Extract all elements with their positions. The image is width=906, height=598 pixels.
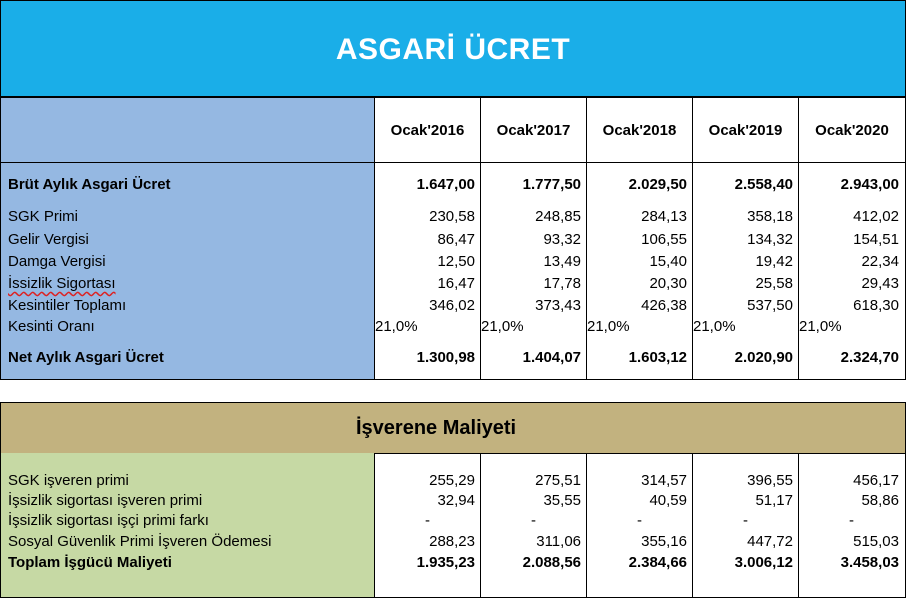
deduction-label-income-tax: Gelir Vergisi bbox=[8, 231, 89, 248]
deduction-label-rate: Kesinti Oranı bbox=[8, 318, 95, 335]
total-labor-cost-value: 2.384,66 bbox=[628, 554, 687, 571]
employer-dash-value: - bbox=[849, 512, 854, 529]
deduction-value: 19,42 bbox=[755, 253, 793, 270]
deduction-label-total: Kesintiler Toplamı bbox=[8, 297, 127, 314]
employer-value: 311,06 bbox=[536, 533, 581, 550]
deduction-value: 20,30 bbox=[649, 275, 687, 292]
deduction-value: 13,49 bbox=[543, 253, 581, 270]
total-labor-cost-label: Toplam İşgücü Maliyeti bbox=[8, 554, 172, 571]
deduction-value: 412,02 bbox=[853, 208, 899, 225]
data-column-2019 bbox=[692, 162, 799, 380]
employer-value: 355,16 bbox=[641, 533, 687, 550]
year-header-2016: Ocak'2016 bbox=[374, 97, 481, 163]
deduction-value: 16,47 bbox=[437, 275, 475, 292]
year-header-2020: Ocak'2020 bbox=[798, 97, 906, 163]
employer-label-unemployment: İşsizlik sigortası işveren primi bbox=[8, 492, 203, 509]
deduction-value: 29,43 bbox=[861, 275, 899, 292]
gross-value: 1.647,00 bbox=[416, 176, 475, 193]
deduction-rate-value: 21,0% bbox=[481, 318, 524, 335]
deduction-value: 17,78 bbox=[543, 275, 581, 292]
employer-dash-value: - bbox=[743, 512, 748, 529]
employer-value: 275,51 bbox=[535, 472, 581, 489]
employer-value: 396,55 bbox=[747, 472, 793, 489]
net-label: Net Aylık Asgari Ücret bbox=[8, 349, 164, 366]
employer-dash-value: - bbox=[531, 512, 536, 529]
employer-value: 40,59 bbox=[649, 492, 687, 509]
deduction-value: 25,58 bbox=[755, 275, 793, 292]
total-labor-cost-value: 3.006,12 bbox=[734, 554, 793, 571]
employer-value: 32,94 bbox=[437, 492, 475, 509]
employer-dash-value: - bbox=[425, 512, 430, 529]
year-header-2019: Ocak'2019 bbox=[692, 97, 799, 163]
deduction-value: 86,47 bbox=[437, 231, 475, 248]
year-header-2018: Ocak'2018 bbox=[586, 97, 693, 163]
employer-value: 51,17 bbox=[755, 492, 793, 509]
header-label-cell bbox=[0, 97, 375, 163]
deduction-value: 12,50 bbox=[437, 253, 475, 270]
deduction-rate-value: 21,0% bbox=[799, 318, 842, 335]
employer-section-title: İşverene Maliyeti bbox=[356, 417, 517, 439]
year-header-2017: Ocak'2017 bbox=[480, 97, 587, 163]
gross-value: 2.943,00 bbox=[840, 176, 899, 193]
net-value: 1.300,98 bbox=[416, 349, 475, 366]
data-column-2018 bbox=[586, 162, 693, 380]
deduction-value: 230,58 bbox=[429, 208, 475, 225]
net-value: 2.020,90 bbox=[734, 349, 793, 366]
deduction-value: 373,43 bbox=[535, 297, 581, 314]
deduction-label-sgk: SGK Primi bbox=[8, 208, 79, 225]
deduction-value: 15,40 bbox=[649, 253, 687, 270]
employer-label-worker-diff: İşsizlik sigortası işçi primi farkı bbox=[8, 512, 209, 529]
employer-value: 456,17 bbox=[853, 472, 899, 489]
gross-value: 2.558,40 bbox=[734, 176, 793, 193]
gross-value: 1.777,50 bbox=[522, 176, 581, 193]
employer-value: 447,72 bbox=[747, 533, 793, 550]
data-column-2016 bbox=[374, 162, 481, 380]
page-title: ASGARİ ÜCRET bbox=[335, 33, 571, 66]
employer-label-sgk: SGK işveren primi bbox=[8, 472, 129, 489]
total-labor-cost-value: 2.088,56 bbox=[522, 554, 581, 571]
deduction-value: 93,32 bbox=[543, 231, 581, 248]
deduction-value: 358,18 bbox=[747, 208, 793, 225]
deduction-value: 154,51 bbox=[853, 231, 899, 248]
employer-value: 288,23 bbox=[429, 533, 475, 550]
gross-label: Brüt Aylık Asgari Ücret bbox=[8, 176, 171, 193]
total-labor-cost-value: 1.935,23 bbox=[416, 554, 475, 571]
net-value: 1.404,07 bbox=[522, 349, 581, 366]
data-column-2020 bbox=[798, 162, 906, 380]
employer-value: 58,86 bbox=[861, 492, 899, 509]
deduction-value: 106,55 bbox=[641, 231, 687, 248]
employer-value: 314,57 bbox=[641, 472, 687, 489]
employer-value: 255,29 bbox=[429, 472, 475, 489]
deduction-value: 618,30 bbox=[853, 297, 899, 314]
employer-value: 35,55 bbox=[543, 492, 581, 509]
deduction-value: 22,34 bbox=[861, 253, 899, 270]
data-column-2017 bbox=[480, 162, 587, 380]
deduction-value: 346,02 bbox=[429, 297, 475, 314]
gross-value: 2.029,50 bbox=[628, 176, 687, 193]
deduction-label-stamp-tax: Damga Vergisi bbox=[8, 253, 106, 270]
deduction-value: 248,85 bbox=[535, 208, 581, 225]
total-labor-cost-value: 3.458,03 bbox=[840, 554, 899, 571]
deduction-value: 537,50 bbox=[747, 297, 793, 314]
deduction-value: 426,38 bbox=[641, 297, 687, 314]
net-value: 1.603,12 bbox=[628, 349, 687, 366]
deduction-rate-value: 21,0% bbox=[375, 318, 418, 335]
label-column bbox=[0, 163, 375, 380]
net-value: 2.324,70 bbox=[840, 349, 899, 366]
deduction-value: 284,13 bbox=[641, 208, 687, 225]
deduction-rate-value: 21,0% bbox=[693, 318, 736, 335]
deduction-value: 134,32 bbox=[747, 231, 793, 248]
employer-label-social-security: Sosyal Güvenlik Primi İşveren Ödemesi bbox=[8, 533, 272, 550]
employer-value: 515,03 bbox=[853, 533, 899, 550]
employer-dash-value: - bbox=[637, 512, 642, 529]
deduction-rate-value: 21,0% bbox=[587, 318, 630, 335]
deduction-label-unemployment: İssizlik Sigortası bbox=[8, 275, 116, 292]
